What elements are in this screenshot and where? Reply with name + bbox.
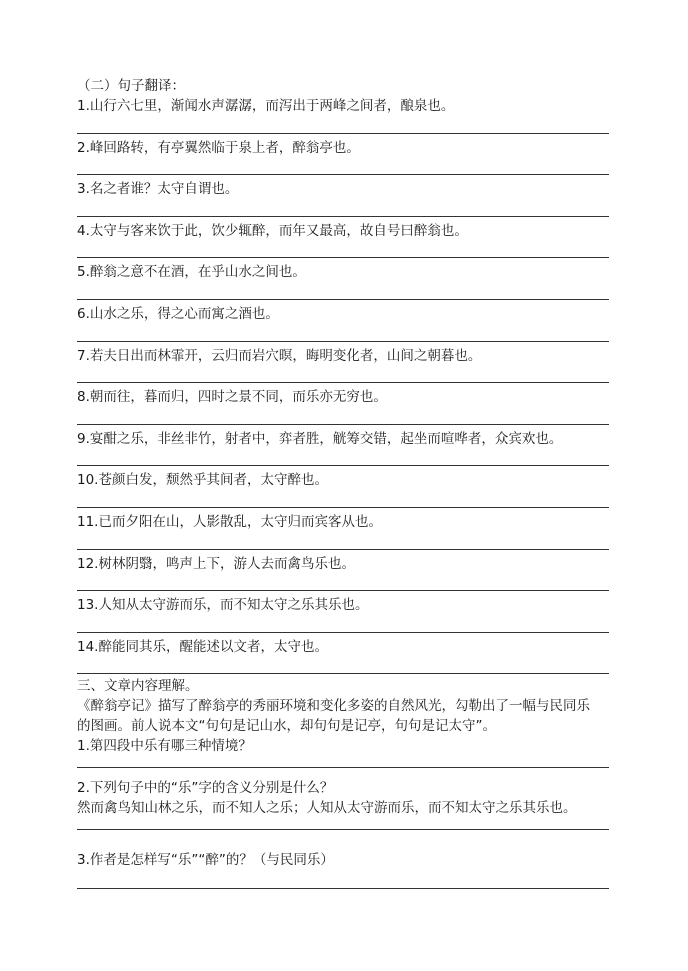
section2-heading: （二）句子翻译：	[77, 78, 185, 94]
section3	[77, 676, 609, 892]
answer-line[interactable]	[77, 673, 609, 674]
translation-item	[77, 595, 609, 637]
question-3	[77, 850, 609, 892]
question-3-text: 3.作者是怎样写“乐”“醉”的？（与民同乐）	[77, 852, 334, 869]
translation-item	[77, 512, 609, 554]
question-1-answer-line[interactable]	[77, 756, 609, 778]
answer-line[interactable]	[77, 133, 609, 134]
answer-line[interactable]	[77, 507, 609, 508]
translation-sentence: 5.醉翁之意不在酒，在乎山水之间也。	[77, 264, 306, 281]
translation-item	[77, 179, 609, 221]
translation-sentence: 14.醉能同其乐，醒能述以文者，太守也。	[77, 638, 328, 655]
question-2-answer-line[interactable]	[77, 818, 609, 840]
answer-line[interactable]	[77, 341, 609, 342]
translation-sentence: 1.山行六七里，渐闻水声潺潺，而泻出于两峰之间者，酿泉也。	[77, 98, 455, 114]
translation-list	[77, 96, 609, 678]
translation-sentence: 10.苍颜白发，颓然乎其间者，太守醉也。	[77, 472, 328, 489]
answer-line[interactable]	[77, 174, 609, 175]
translation-item	[77, 429, 609, 471]
answer-line[interactable]	[77, 299, 609, 300]
translation-sentence: 3.名之者谁？太守自谓也。	[77, 181, 239, 198]
question-2-text: 2.下列句子中的“乐”字的含义分别是什么？	[77, 780, 334, 797]
translation-item	[77, 96, 609, 138]
section3-intro-line2: 的图画。前人说本文“句句是记山水，却句句是记亭，句句是记太守”。	[77, 718, 496, 735]
translation-item	[77, 387, 609, 429]
translation-sentence: 8.朝而往，暮而归，四时之景不同，而乐亦无穷也。	[77, 389, 387, 406]
question-2	[77, 778, 609, 840]
question-1	[77, 736, 609, 778]
worksheet-content	[77, 76, 609, 892]
answer-line[interactable]	[77, 465, 609, 466]
translation-sentence: 7.若夫日出而林霏开，云归而岩穴暝，晦明变化者，山间之朝暮也。	[77, 347, 482, 364]
answer-line[interactable]	[77, 549, 609, 550]
answer-line[interactable]	[77, 590, 609, 591]
translation-sentence: 6.山水之乐，得之心而寓之酒也。	[77, 305, 279, 322]
translation-sentence: 2.峰回路转，有亭翼然临于泉上者，醉翁亭也。	[77, 139, 360, 156]
section3-intro-line1: 《醉翁亭记》描写了醉翁亭的秀丽环境和变化多姿的自然风光，勾勒出了一幅与民同乐	[77, 698, 590, 715]
translation-sentence: 13.人知从太守游而乐，而不知太守之乐其乐也。	[77, 597, 369, 614]
answer-line[interactable]	[77, 382, 609, 383]
translation-item	[77, 304, 609, 346]
translation-item	[77, 221, 609, 263]
translation-item	[77, 470, 609, 512]
question-3-answer-line[interactable]	[77, 870, 609, 892]
question-2-sentence: 然而禽鸟知山林之乐，而不知人之乐；人知从太守游而乐，而不知太守之乐其乐也。	[77, 800, 577, 817]
translation-item	[77, 346, 609, 388]
translation-item	[77, 138, 609, 180]
translation-item	[77, 262, 609, 304]
translation-sentence: 4.太守与客来饮于此，饮少辄醉，而年又最高，故自号曰醉翁也。	[77, 222, 468, 239]
answer-line[interactable]	[77, 632, 609, 633]
translation-sentence: 11.已而夕阳在山，人影散乱，太守归而宾客从也。	[77, 513, 382, 530]
answer-line[interactable]	[77, 216, 609, 217]
translation-item	[77, 554, 609, 596]
translation-item	[77, 637, 609, 679]
answer-line[interactable]	[77, 424, 609, 425]
translation-sentence: 9.宴酣之乐，非丝非竹，射者中，弈者胜，觥筹交错，起坐而喧哗者，众宾欢也。	[77, 430, 563, 447]
answer-line[interactable]	[77, 257, 609, 258]
question-1-text: 1.第四段中乐有哪三种情境？	[77, 738, 252, 755]
translation-sentence: 12.树林阴翳，鸣声上下，游人去而禽鸟乐也。	[77, 555, 355, 572]
section3-heading: 三、文章内容理解。	[77, 678, 199, 695]
